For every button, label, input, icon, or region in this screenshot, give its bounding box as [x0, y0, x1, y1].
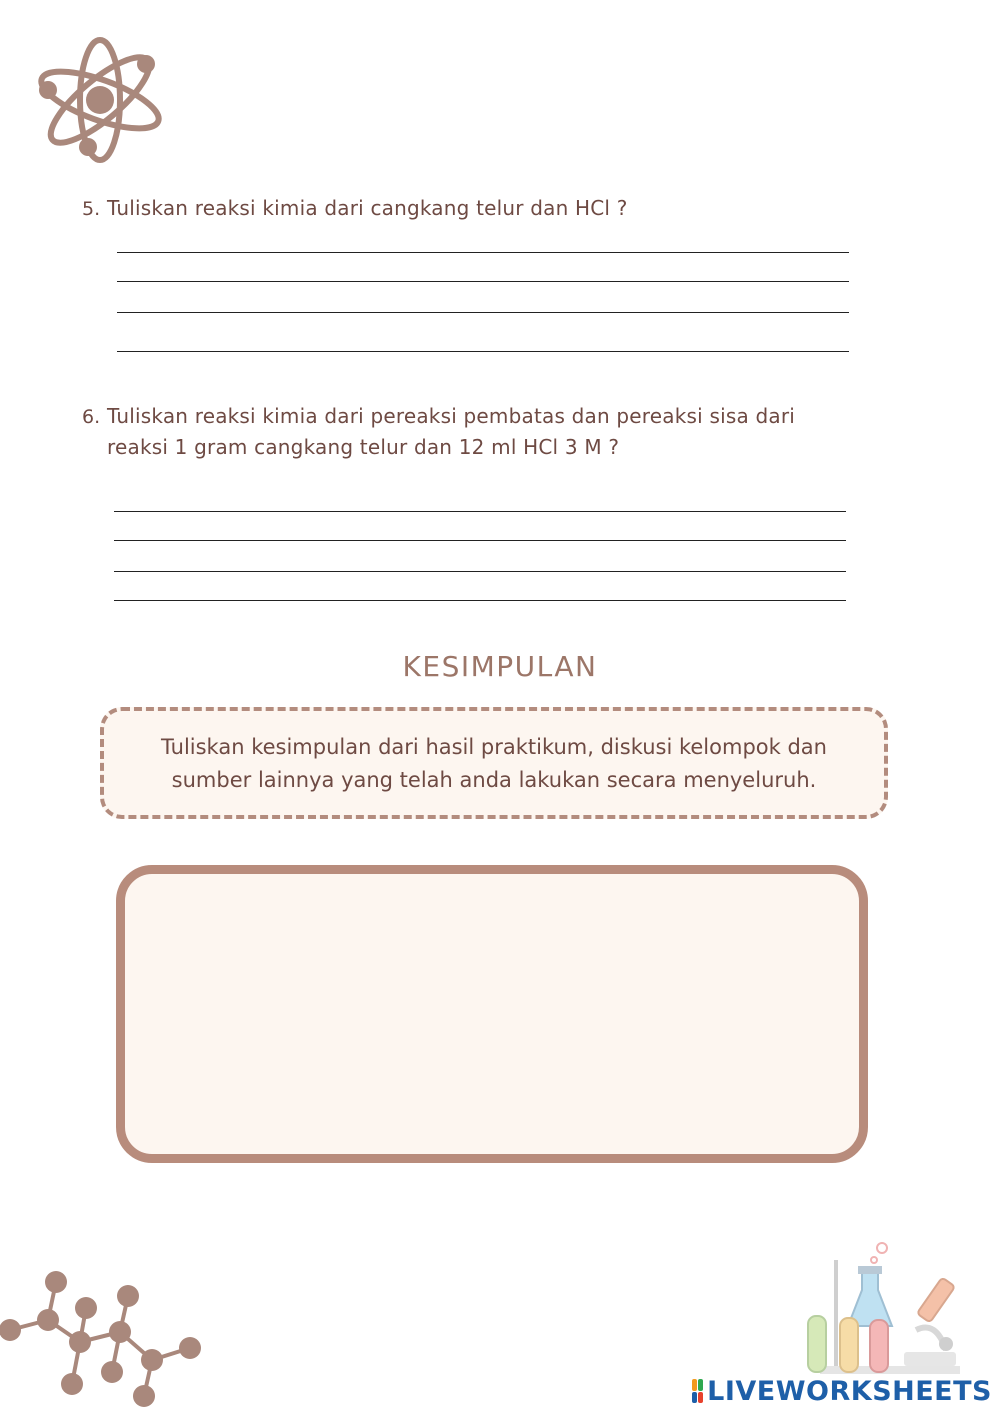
instruction-box [100, 707, 888, 819]
instruction-text [104, 731, 884, 797]
question-6-text-line2: reaksi 1 gram cangkang telur dan 12 ml HCl 3 M ? [107, 435, 620, 459]
answer-line[interactable] [117, 351, 849, 352]
molecule-icon [0, 1268, 210, 1414]
question-6-text-line1: Tuliskan reaksi kimia dari pereaksi pembatas dan pereaksi sisa dari [107, 404, 795, 428]
answer-line[interactable] [114, 600, 846, 601]
answer-line[interactable] [117, 252, 849, 253]
atom-icon [30, 35, 170, 165]
section-title: KESIMPULAN [402, 650, 598, 683]
brand-name: LIVEWORKSHEETS [707, 1375, 992, 1407]
conclusion-answer-box[interactable] [116, 865, 868, 1163]
liveworksheets-brand[interactable] [692, 1375, 992, 1407]
question-5-number: 5. [82, 198, 101, 220]
instruction-line-1: Tuliskan kesimpulan dari hasil praktikum, diskusi kelompok dan [161, 735, 827, 759]
answer-line[interactable] [117, 312, 849, 313]
instruction-line-2: sumber lainnya yang telah anda lakukan secara menyeluruh. [171, 768, 817, 792]
answer-line[interactable] [114, 511, 846, 512]
answer-line[interactable] [114, 540, 846, 541]
question-5-text: Tuliskan reaksi kimia dari cangkang telur dan HCl ? [107, 196, 628, 220]
lab-equipment-icon [800, 1240, 970, 1380]
question-6-number: 6. [82, 406, 101, 428]
answer-line[interactable] [114, 571, 846, 572]
liveworksheets-logo-icon [692, 1379, 703, 1403]
answer-line[interactable] [117, 281, 849, 282]
